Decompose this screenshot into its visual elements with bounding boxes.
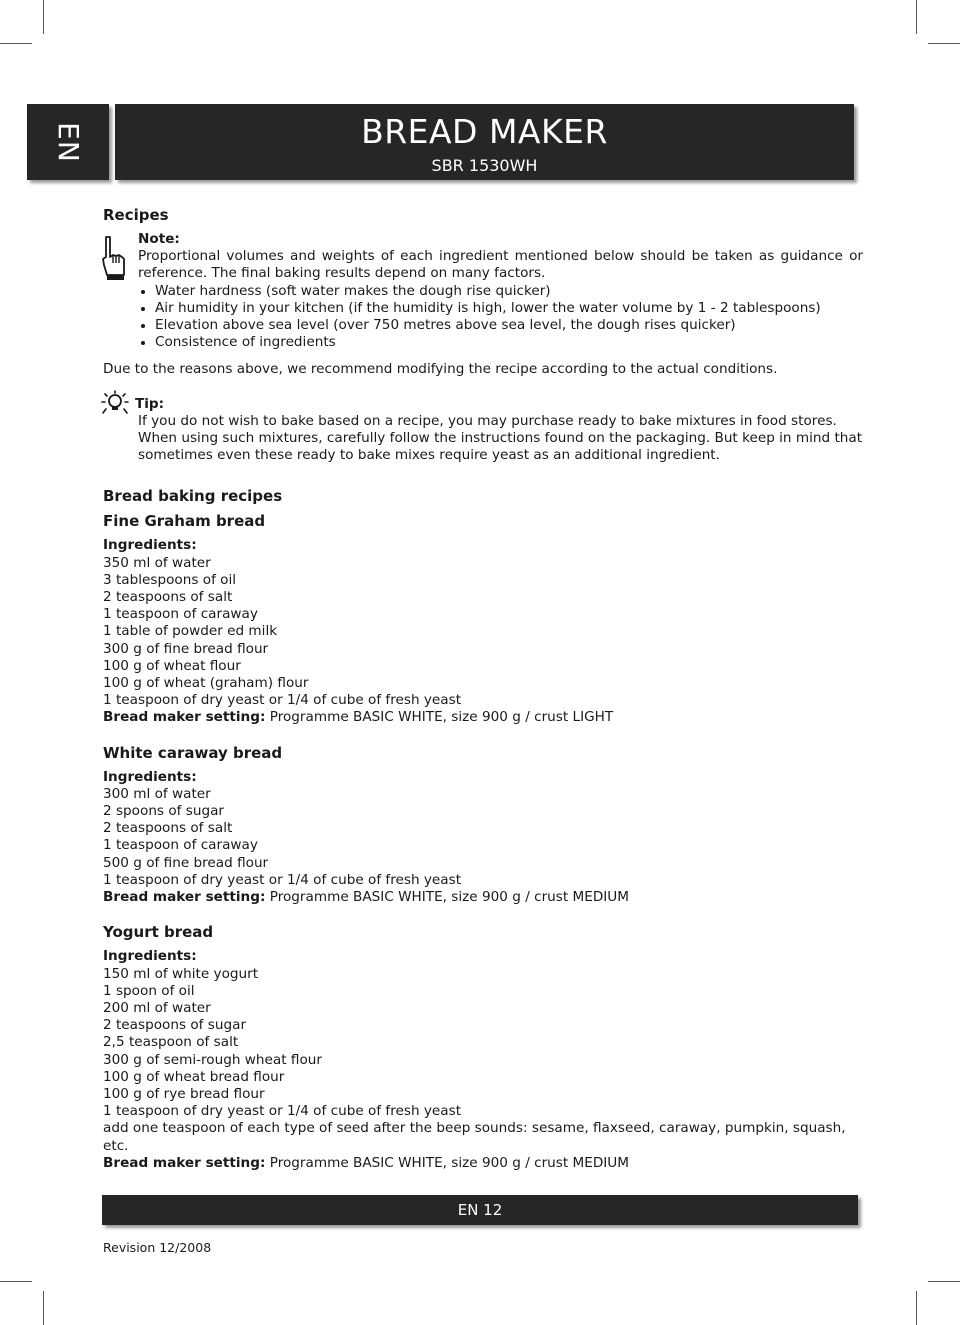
ingredient-item: 2 spoons of sugar (103, 803, 225, 820)
recipe-title: Yogurt bread (103, 923, 214, 942)
recipes-heading: Recipes (103, 206, 169, 224)
ingredient-item: 1 table of powder ed milk (103, 623, 278, 640)
note-text: Proportional volumes and weights of each ingredient mentioned below should be taken as guidance or reference. The final baking results depend on many factors. (138, 248, 863, 282)
recipe-title: White caraway bread (103, 743, 283, 762)
list-item: Consistence of ingredients (155, 334, 863, 351)
setting-value: Programme BASIC WHITE, size 900 g / crust MEDIUM (269, 889, 629, 906)
page-number: EN 12 (457, 1201, 503, 1219)
list-item: Water hardness (soft water makes the dough rise quicker) (155, 283, 863, 300)
crop-mark (43, 0, 44, 34)
recommendation-text: Due to the reasons above, we recommend modifying the recipe according to the actual conditions. (103, 361, 778, 378)
language-tab (27, 104, 109, 180)
page-number-bar (102, 1195, 858, 1225)
crop-mark (928, 43, 960, 44)
ingredient-item: 300 g of fine bread flour (103, 640, 269, 657)
extra-instruction: add one teaspoon of each type of seed after the beep sounds: sesame, flaxseed, caraway, pumpkin, squash, etc. (103, 1120, 846, 1154)
crop-mark (0, 1281, 32, 1282)
ingredients-label: Ingredients: (103, 948, 197, 965)
model-number: SBR 1530WH (431, 156, 538, 175)
ingredient-item: 100 g of wheat flour (103, 657, 241, 674)
ingredient-item: 1 teaspoon of dry yeast or 1/4 of cube of fresh yeast (103, 692, 462, 709)
setting-label: Bread maker setting: (103, 709, 266, 726)
ingredient-item: 200 ml of water (103, 999, 211, 1016)
factor-list (138, 283, 863, 352)
ingredient-item: 100 g of wheat bread flour (103, 1068, 285, 1085)
crop-mark (916, 0, 917, 34)
recipe-fine-graham-bread (103, 511, 863, 726)
ingredient-item: 1 teaspoon of caraway (103, 606, 258, 623)
note-label: Note: (138, 231, 180, 247)
ingredients-label: Ingredients: (103, 768, 197, 785)
ingredient-item: 3 tablespoons of oil (103, 571, 237, 588)
list-item: Elevation above sea level (over 750 metres above sea level, the dough rises quicker) (155, 317, 863, 334)
ingredient-item: 150 ml of white yogurt (103, 965, 259, 982)
ingredient-item: 1 spoon of oil (103, 982, 195, 999)
tip-label: Tip: (135, 395, 165, 412)
setting-label: Bread maker setting: (103, 1154, 266, 1171)
recipe-title: Fine Graham bread (103, 512, 266, 531)
main-content (103, 205, 863, 1172)
ingredient-item: 100 g of rye bread flour (103, 1085, 265, 1102)
recipe-white-caraway-bread (103, 743, 863, 907)
recipe-yogurt-bread (103, 922, 863, 1172)
ingredient-item: 2 teaspoons of salt (103, 820, 233, 837)
setting-line (103, 709, 863, 726)
crop-mark (928, 1281, 960, 1282)
crop-mark (0, 43, 32, 44)
note-block (103, 231, 863, 351)
ingredient-item: 1 teaspoon of caraway (103, 837, 258, 854)
crop-mark (916, 1291, 917, 1325)
setting-line (103, 889, 863, 906)
crop-mark (43, 1291, 44, 1325)
ingredient-item: 2 teaspoons of salt (103, 589, 233, 606)
language-label: EN (51, 121, 85, 163)
title-bar (115, 104, 854, 180)
ingredient-item: 1 teaspoon of dry yeast or 1/4 of cube of fresh yeast (103, 871, 462, 888)
setting-value: Programme BASIC WHITE, size 900 g / crust MEDIUM (269, 1154, 629, 1171)
ingredient-item: 100 g of wheat (graham) flour (103, 675, 309, 692)
pointing-hand-icon (101, 235, 127, 281)
ingredient-item: 300 g of semi-rough wheat flour (103, 1051, 322, 1068)
tip-text: If you do not wish to bake based on a recipe, you may purchase ready to bake mixtures in food stores. When using such mixtures, carefully follow the instructions found on the packaging. But keep in mind that sometimes even these ready to bake mixes require yeast as an additional ingredient. (138, 412, 863, 464)
ingredients-label: Ingredients: (103, 537, 197, 554)
ingredient-item: 1 teaspoon of dry yeast or 1/4 of cube of fresh yeast (103, 1103, 462, 1120)
page-title: BREAD MAKER (361, 112, 608, 151)
tip-block (103, 396, 863, 465)
list-item: Air humidity in your kitchen (if the humidity is high, lower the water volume by 1 - 2 tablespoons) (155, 300, 863, 317)
ingredient-item: 2,5 teaspoon of salt (103, 1034, 239, 1051)
section-heading: Bread baking recipes (103, 487, 283, 506)
ingredient-item: 500 g of fine bread flour (103, 854, 269, 871)
revision-text: Revision 12/2008 (103, 1240, 212, 1255)
setting-value: Programme BASIC WHITE, size 900 g / crust LIGHT (269, 709, 614, 726)
ingredient-item: 300 ml of water (103, 785, 211, 802)
lightbulb-icon (100, 390, 134, 416)
ingredient-item: 350 ml of water (103, 554, 211, 571)
ingredient-item: 2 teaspoons of sugar (103, 1017, 247, 1034)
setting-line (103, 1155, 863, 1172)
setting-label: Bread maker setting: (103, 889, 266, 906)
